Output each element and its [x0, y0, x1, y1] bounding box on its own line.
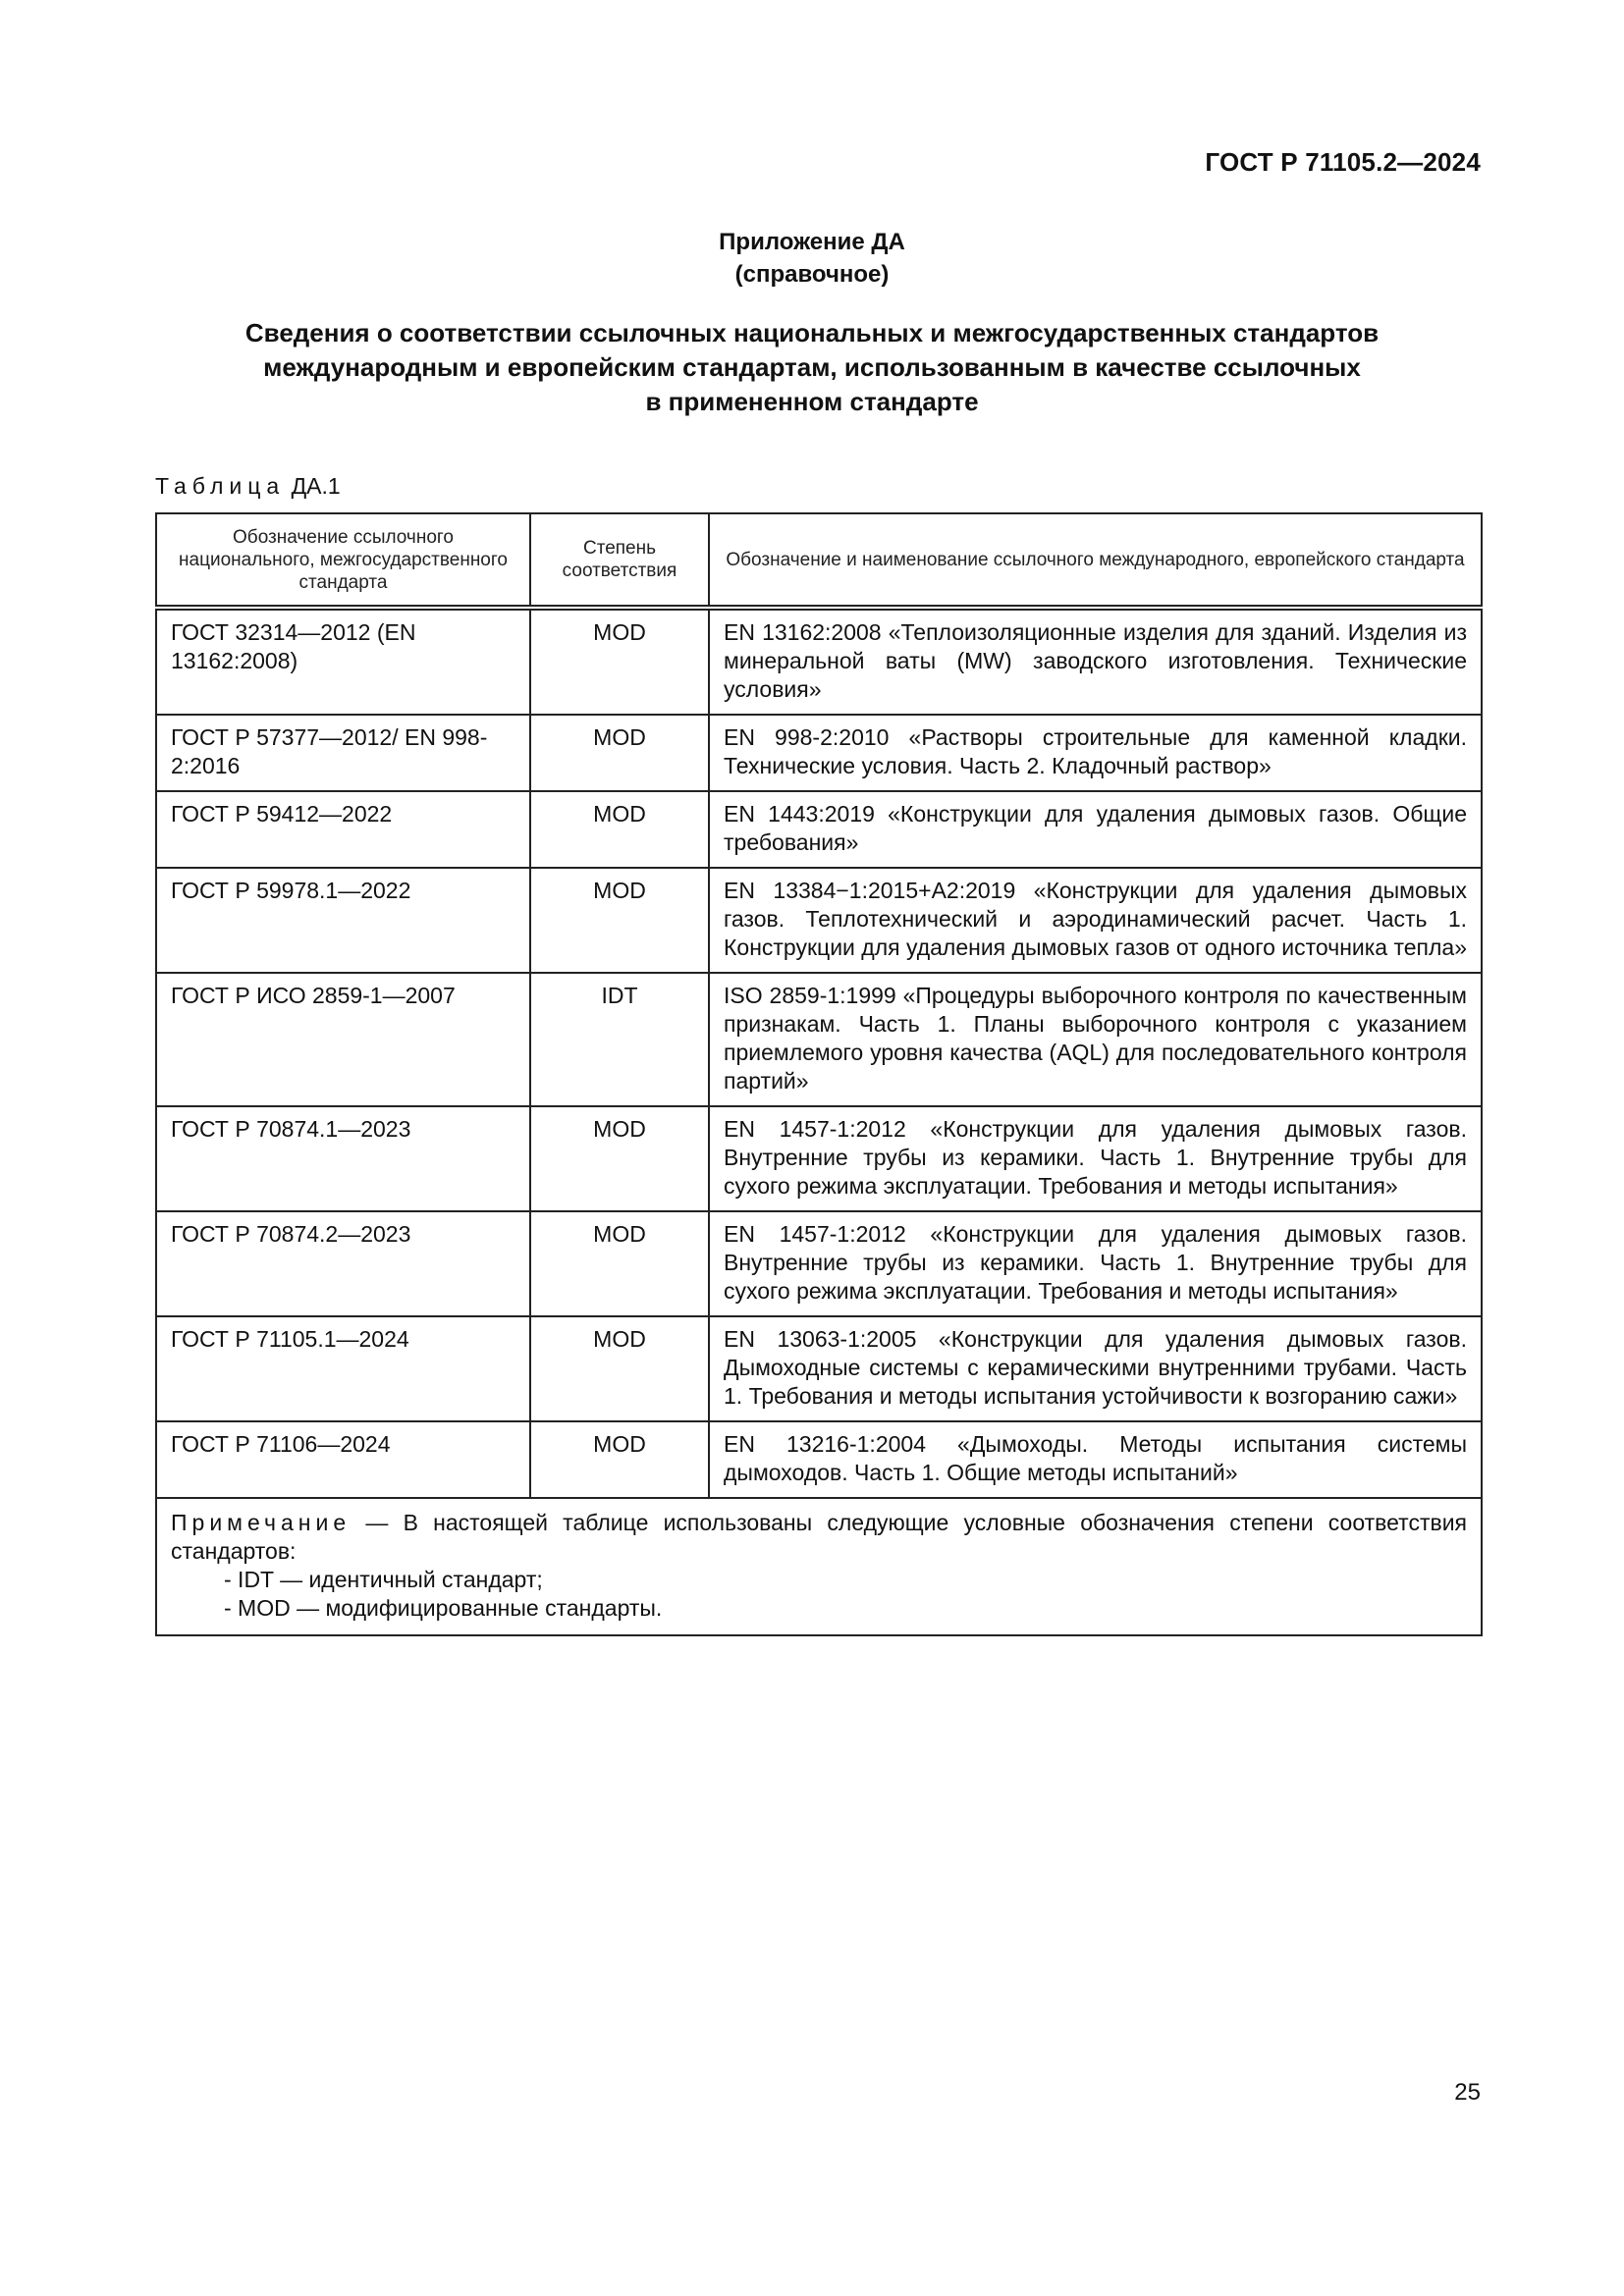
table-caption-number: ДА.1: [291, 473, 341, 499]
cell-degree: MOD: [530, 1106, 709, 1211]
cell-international-standard: EN 1443:2019 «Конструкции для удаления дымовых газов. Общие требования»: [709, 791, 1482, 868]
table-caption-word: Таблица: [155, 473, 286, 499]
table-header: [156, 513, 1482, 608]
table-row: [156, 791, 1482, 868]
annex-main-title: [157, 316, 1467, 419]
table-note-row: [156, 1498, 1482, 1635]
cell-international-standard: EN 13063-1:2005 «Конструкции для удаления дымовых газов. Дымоходные системы с керамическими внутренними трубами. Часть 1. Требования и методы испытания устойчивости к возгоранию сажи»: [709, 1316, 1482, 1421]
note-paragraph: [171, 1509, 1467, 1566]
column-header-international-standard: Обозначение и наименование ссылочного международного, европейского стандарта: [709, 513, 1482, 608]
table-note: [156, 1498, 1482, 1635]
table-row: [156, 973, 1482, 1106]
cell-standard-code: ГОСТ Р 71105.1—2024: [156, 1316, 530, 1421]
cell-standard-code: ГОСТ Р 70874.1—2023: [156, 1106, 530, 1211]
annex-title: Приложение ДА: [719, 229, 905, 255]
cell-degree: MOD: [530, 715, 709, 791]
cell-international-standard: EN 1457-1:2012 «Конструкции для удаления дымовых газов. Внутренние трубы из керамики. Часть 1. Внутренние трубы для сухого режима эксплуатации. Требования и методы испытания»: [709, 1106, 1482, 1211]
document-code: ГОСТ Р 71105.2—2024: [1205, 147, 1481, 177]
note-label: Примечание: [171, 1510, 352, 1535]
column-header-degree: Степень соответствия: [530, 513, 709, 608]
table-row: [156, 1211, 1482, 1316]
title-line-3: в примененном стандарте: [645, 387, 979, 416]
table-row: [156, 715, 1482, 791]
cell-standard-code: ГОСТ 32314—2012 (EN 13162:2008): [156, 608, 530, 715]
cell-standard-code: ГОСТ Р 70874.2—2023: [156, 1211, 530, 1316]
cell-degree: MOD: [530, 868, 709, 973]
cell-standard-code: ГОСТ Р 59978.1—2022: [156, 868, 530, 973]
cell-international-standard: EN 13216-1:2004 «Дымоходы. Методы испытания системы дымоходов. Часть 1. Общие методы испытаний»: [709, 1421, 1482, 1498]
cell-standard-code: ГОСТ Р ИСО 2859-1—2007: [156, 973, 530, 1106]
cell-international-standard: EN 998-2:2010 «Растворы строительные для каменной кладки. Технические условия. Часть 2. Кладочный раствор»: [709, 715, 1482, 791]
table-row: [156, 608, 1482, 715]
correspondence-table-wrapper: [155, 512, 1481, 1636]
cell-international-standard: EN 13384−1:2015+A2:2019 «Конструкции для удаления дымовых газов. Теплотехнический и аэродинамический расчет. Часть 1. Конструкции для удаления дымовых газов от одного источника тепла»: [709, 868, 1482, 973]
cell-international-standard: ISO 2859-1:1999 «Процедуры выборочного контроля по качественным признакам. Часть 1. Планы выборочного контроля с указанием приемлемого уровня качества (AQL) для последовательного контроля партий»: [709, 973, 1482, 1106]
cell-degree: MOD: [530, 608, 709, 715]
cell-degree: MOD: [530, 1211, 709, 1316]
cell-standard-code: ГОСТ Р 71106—2024: [156, 1421, 530, 1498]
table-body: [156, 608, 1482, 1635]
cell-international-standard: EN 13162:2008 «Теплоизоляционные изделия для зданий. Изделия из минеральной ваты (MW) заводского изготовления. Технические условия»: [709, 608, 1482, 715]
cell-degree: MOD: [530, 791, 709, 868]
table-header-row: [156, 513, 1482, 608]
cell-degree: MOD: [530, 1316, 709, 1421]
page-number: 25: [1454, 2079, 1481, 2106]
correspondence-table: [155, 512, 1483, 1636]
note-item-idt: - IDT — идентичный стандарт;: [224, 1567, 543, 1592]
cell-standard-code: ГОСТ Р 59412—2022: [156, 791, 530, 868]
title-line-2: международным и европейским стандартам, использованным в качестве ссылочных: [263, 352, 1361, 382]
cell-standard-code: ГОСТ Р 57377—2012/ EN 998-2:2016: [156, 715, 530, 791]
table-caption: [155, 473, 341, 500]
table-row: [156, 868, 1482, 973]
cell-degree: MOD: [530, 1421, 709, 1498]
column-header-national-standard: Обозначение ссылочного национального, межгосударственного стандарта: [156, 513, 530, 608]
annex-heading: [0, 226, 1624, 291]
table-row: [156, 1316, 1482, 1421]
annex-subtitle: (справочное): [734, 261, 890, 288]
cell-international-standard: EN 1457-1:2012 «Конструкции для удаления дымовых газов. Внутренние трубы из керамики. Часть 1. Внутренние трубы для сухого режима эксплуатации. Требования и методы испытания»: [709, 1211, 1482, 1316]
note-text: — В настоящей таблице использованы следующие условные обозначения степени соответствия стандартов:: [171, 1510, 1467, 1564]
note-item-mod: - MOD — модифицированные стандарты.: [224, 1595, 663, 1621]
title-line-1: Сведения о соответствии ссылочных национальных и межгосударственных стандартов: [244, 318, 1380, 347]
cell-degree: IDT: [530, 973, 709, 1106]
table-row: [156, 1106, 1482, 1211]
table-row: [156, 1421, 1482, 1498]
